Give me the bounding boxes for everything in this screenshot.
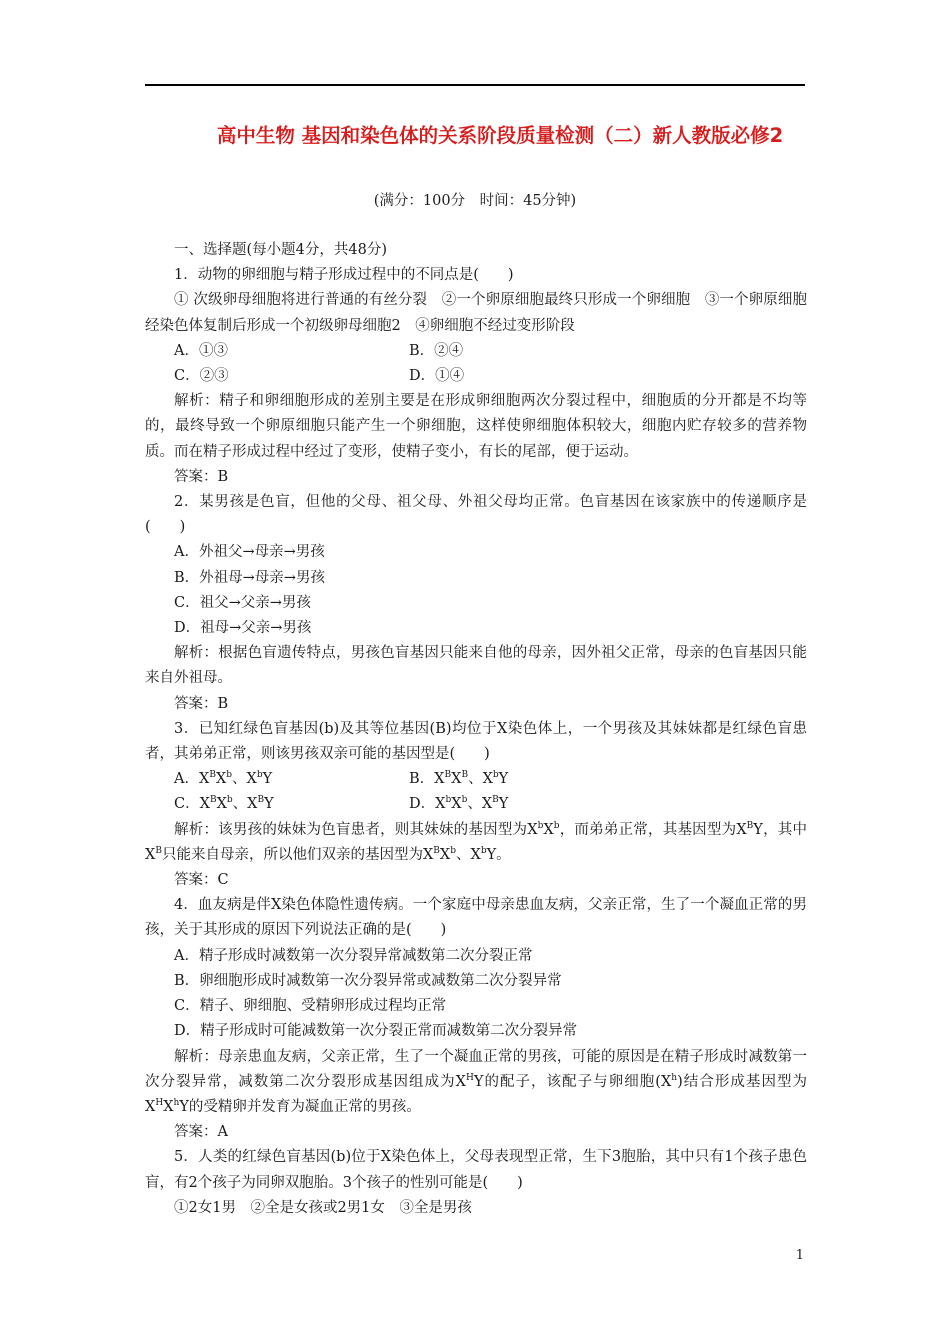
q4-option-a: A．精子形成时减数第一次分裂异常减数第二次分裂正常: [174, 947, 533, 964]
q4-stem: 4．血友病是伴X染色体隐性遗传病。一个家庭中母亲患血友病，父亲正常，生了一个凝血正常的男孩，关于其形成的原因下列说法正确的是( ): [145, 897, 807, 939]
q1-answer: 答案：B: [174, 468, 229, 485]
q5-stem: 5．人类的红绿色盲基因(b)位于X染色体上，父母表现型正常，生下3胞胎，其中只有1个孩子患色盲，有2个孩子为同卵双胞胎。3个孩子的性别可能是( ): [145, 1149, 807, 1191]
q3-option-c: C．$X^BX^b$、$X^BY$: [174, 795, 274, 813]
q3-stem: 3．已知红绿色盲基因(b)及其等位基因(B)均位于X染色体上，一个男孩及其妹妹都是红绿色盲患者，其弟弟正常，则该男孩双亲可能的基因型是( ): [145, 720, 807, 763]
section-heading: 一、选择题(每小题4分，共48分): [174, 242, 387, 258]
q2-option-c: C．祖父→父亲→男孩: [174, 594, 311, 611]
q1-options-row2: [145, 364, 807, 389]
q3-analysis: 解析：该男孩的妹妹为色盲患者，则其妹妹的基因型为$X^bX^b$，而弟弟正常，其基因型为$X^BY$，其中$X^B$只能来自母亲，所以他们双亲的基因型为$X^BX^b$、$X^bY$。: [145, 820, 808, 863]
document-title: 高中生物 基因和染色体的关系阶段质量检测（二）新人教版必修2: [216, 124, 784, 147]
document-subtitle: (满分：100分 时间：45分钟): [373, 193, 577, 209]
q3-options-row1: [145, 767, 807, 792]
q2-option-a: A．外祖父→母亲→男孩: [174, 544, 325, 561]
q2-option-b: B．外祖母→母亲→男孩: [174, 569, 325, 586]
q4-option-c: C．精子、卵细胞、受精卵形成过程均正常: [174, 998, 447, 1015]
q4-option-b: B．卵细胞形成时减数第一次分裂异常或减数第二次分裂异常: [174, 972, 562, 989]
q4-option-d: D．精子形成时可能减数第一次分裂正常而减数第二次分裂异常: [174, 1023, 578, 1040]
q1-analysis: 解析：精子和卵细胞形成的差别主要是在形成卵细胞两次分裂过程中，细胞质的分开都是不均等的，最终导致一个卵原细胞只能产生一个卵细胞，这样使卵细胞体积较大，细胞内贮存较多的营养物质。而在精子形成过程中经过了变形，使精子变小，有长的尾部，便于运动。: [145, 393, 807, 460]
q3-option-d: D．$X^bX^b$、$X^BY$: [409, 795, 509, 813]
q4-answer: 答案：A: [174, 1124, 228, 1141]
q3-options-row2: [145, 792, 807, 817]
q1-option-c: C．②③: [174, 368, 229, 385]
q2-option-d: D．祖母→父亲→男孩: [174, 620, 312, 637]
q1-items: ① 次级卵母细胞将进行普通的有丝分裂 ②一个卵原细胞最终只形成一个卵细胞 ③一个卵原细胞经染色体复制后形成一个初级卵母细胞2 ④卵细胞不经过变形阶段: [145, 292, 807, 334]
q3-option-b: B．$X^BX^B$、$X^bY$: [409, 770, 509, 788]
q3-option-a: A．$X^BX^b$、$X^bY$: [174, 770, 273, 788]
q1-option-b: B．②④: [409, 342, 464, 359]
q1-option-d: D．①④: [409, 368, 465, 385]
q1-option-a: A．①③: [174, 342, 228, 359]
q2-analysis: 解析：根据色盲遗传特点，男孩色盲基因只能来自他的母亲，因外祖父正常，母亲的色盲基因只能来自外祖母。: [145, 645, 807, 687]
page-number: 1: [795, 1248, 804, 1263]
q1-stem: 1．动物的卵细胞与精子形成过程中的不同点是( ): [174, 267, 514, 284]
q5-items: ①2女1男 ②全是女孩或2男1女 ③全是男孩: [174, 1199, 472, 1216]
q1-options-row1: [145, 339, 807, 364]
q2-stem: 2．某男孩是色盲，但他的父母、祖父母、外祖父母均正常。色盲基因在该家族中的传递顺序是( ): [145, 494, 807, 536]
q3-answer: 答案：C: [174, 872, 229, 889]
q2-answer: 答案：B: [174, 695, 229, 712]
header-rule: [145, 84, 805, 86]
document-body: [145, 238, 807, 1221]
q4-analysis: 解析：母亲患血友病，父亲正常，生了一个凝血正常的男孩，可能的原因是在精子形成时减数第一次分裂异常，减数第二次分裂形成基因组成为$X^HY$的配子，该配子与卵细胞$(X^h)$结合形成基因型为$X^HX^hY$的受精卵并发育为凝血正常的男孩。: [145, 1048, 808, 1115]
